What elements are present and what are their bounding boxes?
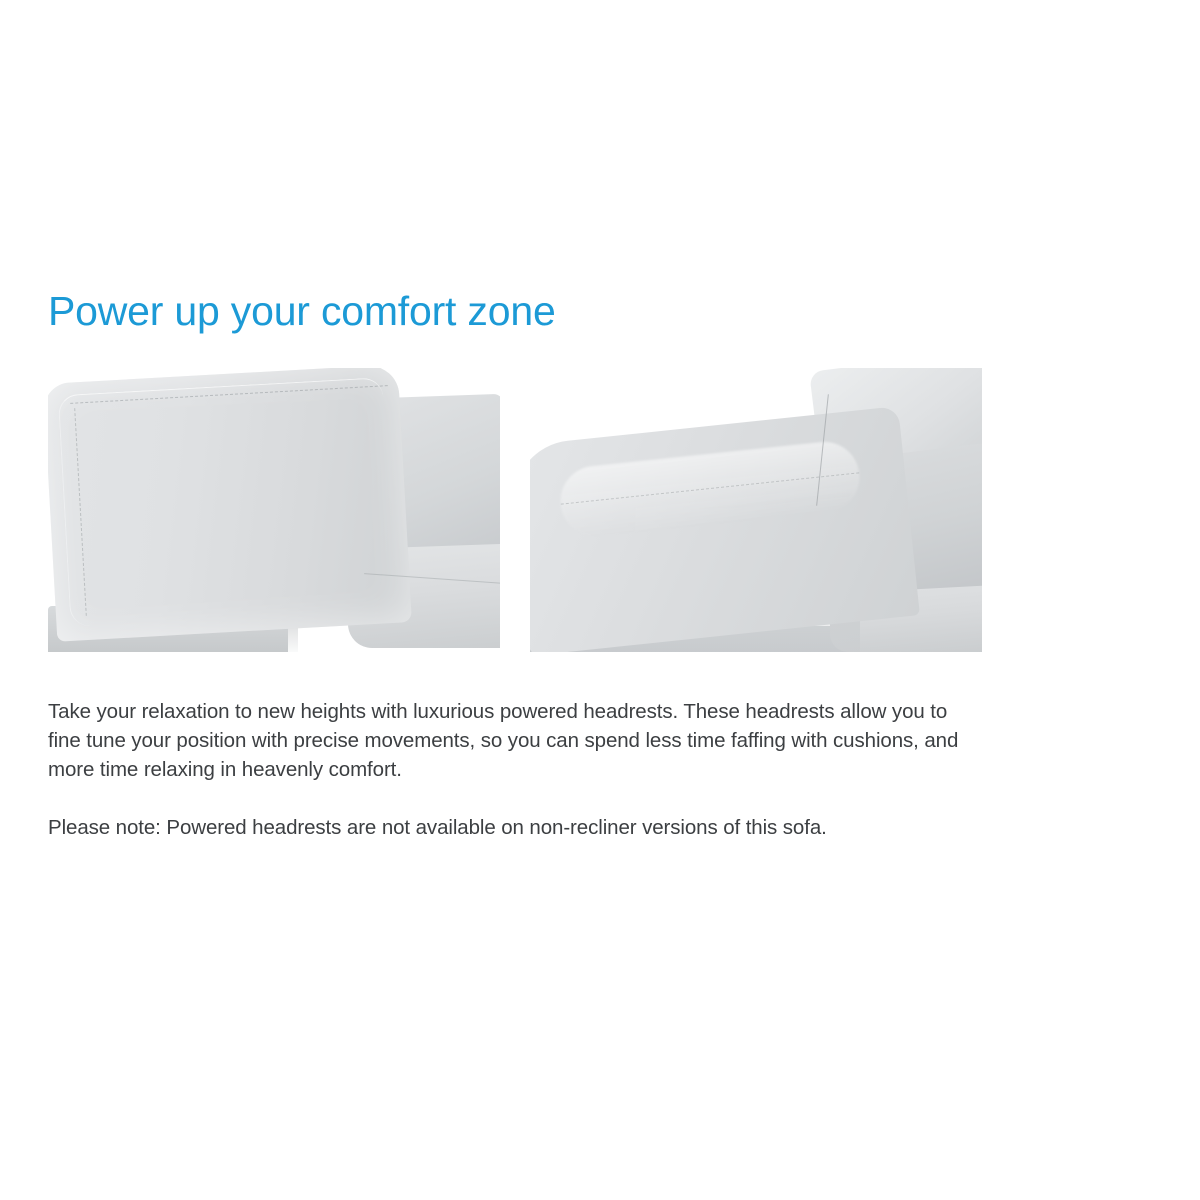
body-paragraph-1: Take your relaxation to new heights with luxurious powered headrests. These headrests allow you to fine tune your position with precise movements, so you can spend less time faffing with cushions, and more time relaxing in heavenly comfort. — [48, 700, 959, 781]
powered-headrest-cushion — [48, 368, 412, 642]
sofa-headrest-reclined-photo — [530, 368, 982, 652]
body-paragraph-2: Please note: Powered headrests are not available on non-recliner versions of this sofa. — [48, 816, 827, 839]
page-title: Power up your comfort zone — [48, 288, 556, 335]
body-copy — [48, 697, 978, 842]
sofa-headrest-raised-photo — [48, 368, 500, 652]
image-gallery — [48, 368, 1152, 652]
